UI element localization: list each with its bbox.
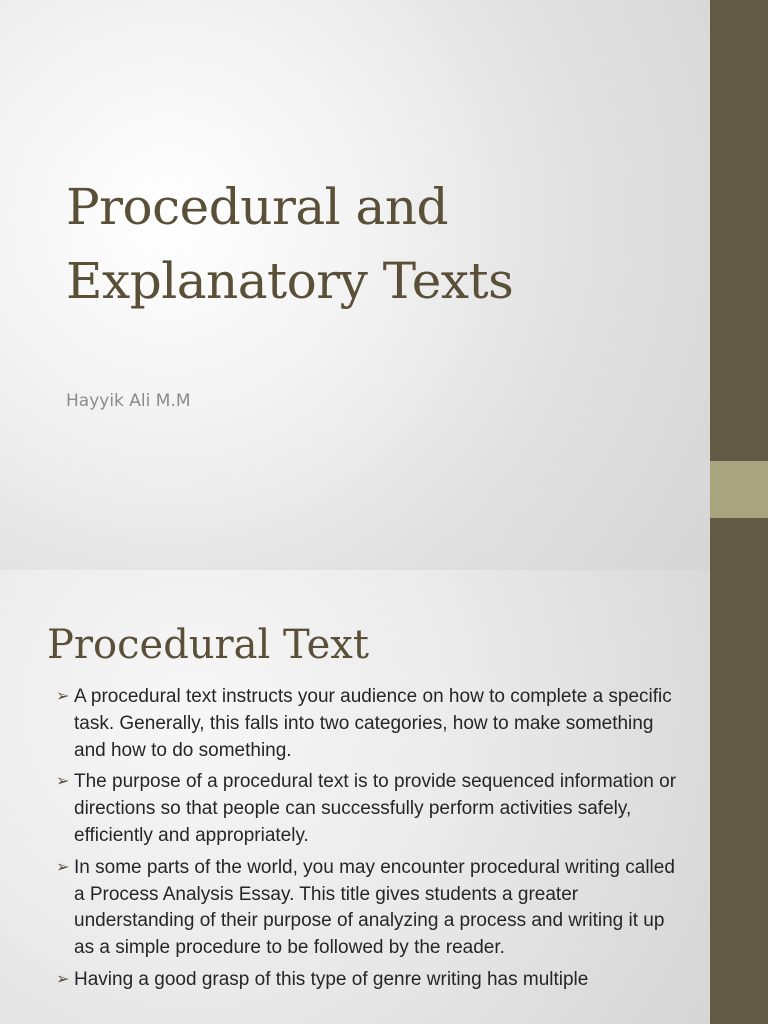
slide-title: Procedural Text <box>47 622 369 668</box>
bullet-item <box>56 769 686 849</box>
presentation-title <box>66 170 666 318</box>
bullet-item <box>56 967 686 994</box>
title-line-1: Procedural and <box>66 178 449 236</box>
bullet-list <box>56 684 686 999</box>
bullet-text: The purpose of a procedural text is to provide sequenced information or directions so that people can successfully perform activities safely, efficiently and appropriately. <box>74 771 677 846</box>
content-slide <box>0 570 768 1024</box>
arrow-bullet-icon: ➢ <box>56 688 70 705</box>
bullet-text: In some parts of the world, you may encounter procedural writing called a Process Analysis Essay. This title gives students a greater understanding of their purpose of analyzing a process and writing it up as a simple procedure to be followed by the reader. <box>74 856 675 959</box>
title-line-2: Explanatory Texts <box>66 252 514 310</box>
arrow-bullet-icon: ➢ <box>56 970 70 988</box>
author-name: Hayyik Ali M.M <box>66 391 191 411</box>
bullet-item <box>56 684 686 764</box>
arrow-bullet-icon: ➢ <box>56 773 70 791</box>
arrow-bullet-icon: ➢ <box>56 858 70 876</box>
bullet-item <box>56 855 686 962</box>
decorative-side-accent <box>710 461 768 518</box>
bullet-text: Having a good grasp of this type of genre writing has multiple <box>74 968 589 990</box>
bullet-text: A procedural text instructs your audience on how to complete a specific task. Generally, this falls into two categories, how to make something and how to do something. <box>74 686 672 761</box>
